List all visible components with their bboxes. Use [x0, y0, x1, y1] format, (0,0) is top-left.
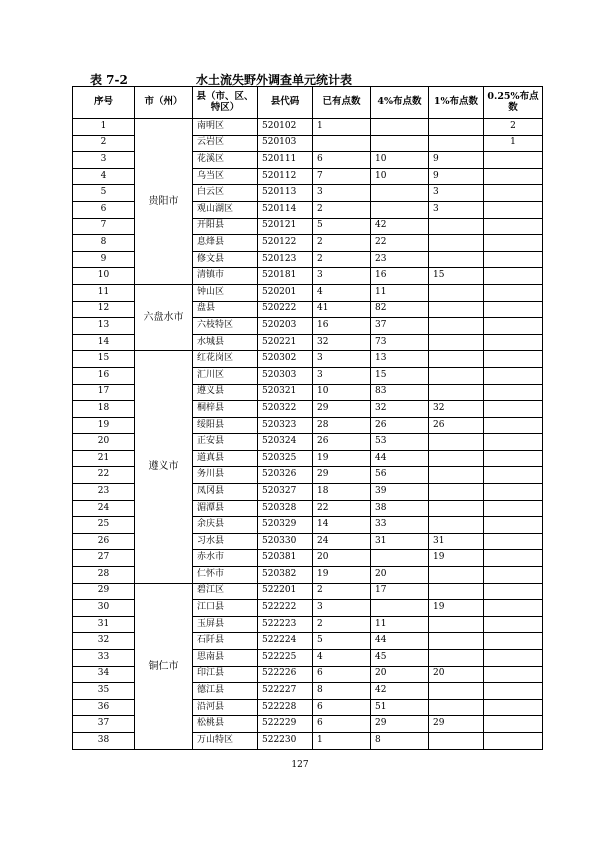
p4-points-cell: 20 [371, 666, 429, 683]
county-cell: 清镇市 [193, 268, 258, 285]
p4-points-cell: 13 [371, 351, 429, 368]
p1-points-cell: 15 [429, 268, 484, 285]
existing-points-cell: 3 [313, 185, 371, 202]
seq-cell: 2 [73, 135, 135, 152]
p025-points-cell [484, 152, 543, 169]
county-cell: 习水县 [193, 533, 258, 550]
header-code: 县代码 [258, 87, 313, 119]
county-cell: 水城县 [193, 334, 258, 351]
code-cell: 522224 [258, 633, 313, 650]
seq-cell: 4 [73, 168, 135, 185]
seq-cell: 24 [73, 500, 135, 517]
code-cell: 520381 [258, 550, 313, 567]
seq-cell: 7 [73, 218, 135, 235]
seq-cell: 1 [73, 119, 135, 136]
county-cell: 湄潭县 [193, 500, 258, 517]
city-cell: 铜仁市 [135, 583, 193, 749]
header-row [73, 87, 543, 119]
county-cell: 余庆县 [193, 517, 258, 534]
p4-points-cell [371, 185, 429, 202]
seq-cell: 25 [73, 517, 135, 534]
existing-points-cell: 28 [313, 417, 371, 434]
p4-points-cell: 56 [371, 467, 429, 484]
seq-cell: 18 [73, 401, 135, 418]
p025-points-cell [484, 650, 543, 667]
existing-points-cell: 5 [313, 218, 371, 235]
city-cell: 贵阳市 [135, 119, 193, 285]
existing-points-cell: 4 [313, 650, 371, 667]
p4-points-cell: 39 [371, 484, 429, 501]
code-cell: 520221 [258, 334, 313, 351]
header-p025: 0.25%布点数 [484, 87, 543, 119]
p1-points-cell [429, 699, 484, 716]
table-row [73, 119, 543, 136]
code-cell: 520222 [258, 301, 313, 318]
seq-cell: 38 [73, 732, 135, 749]
county-cell: 绥阳县 [193, 417, 258, 434]
code-cell: 520328 [258, 500, 313, 517]
p025-points-cell [484, 334, 543, 351]
existing-points-cell: 2 [313, 583, 371, 600]
p1-points-cell: 3 [429, 201, 484, 218]
county-cell: 松桃县 [193, 716, 258, 733]
p4-points-cell: 29 [371, 716, 429, 733]
code-cell: 520113 [258, 185, 313, 202]
seq-cell: 28 [73, 567, 135, 584]
p4-points-cell: 23 [371, 251, 429, 268]
p025-points-cell [484, 484, 543, 501]
p1-points-cell [429, 119, 484, 136]
county-cell: 印江县 [193, 666, 258, 683]
seq-cell: 36 [73, 699, 135, 716]
county-cell: 正安县 [193, 434, 258, 451]
seq-cell: 6 [73, 201, 135, 218]
seq-cell: 20 [73, 434, 135, 451]
p4-points-cell: 20 [371, 567, 429, 584]
existing-points-cell: 3 [313, 600, 371, 617]
existing-points-cell: 18 [313, 484, 371, 501]
p025-points-cell [484, 467, 543, 484]
code-cell: 520201 [258, 284, 313, 301]
existing-points-cell: 29 [313, 401, 371, 418]
p1-points-cell [429, 434, 484, 451]
header-p4: 4%布点数 [371, 87, 429, 119]
county-cell: 南明区 [193, 119, 258, 136]
county-cell: 万山特区 [193, 732, 258, 749]
seq-cell: 21 [73, 450, 135, 467]
p025-points-cell [484, 450, 543, 467]
p1-points-cell [429, 450, 484, 467]
county-cell: 钟山区 [193, 284, 258, 301]
existing-points-cell: 6 [313, 666, 371, 683]
p1-points-cell: 32 [429, 401, 484, 418]
p1-points-cell [429, 135, 484, 152]
code-cell: 520327 [258, 484, 313, 501]
code-cell: 520114 [258, 201, 313, 218]
existing-points-cell: 26 [313, 434, 371, 451]
county-cell: 修文县 [193, 251, 258, 268]
p1-points-cell [429, 351, 484, 368]
p1-points-cell [429, 732, 484, 749]
table-row [73, 351, 543, 368]
p1-points-cell [429, 633, 484, 650]
table-body [73, 119, 543, 750]
table-number: 表 7-2 [90, 73, 128, 87]
county-cell: 云岩区 [193, 135, 258, 152]
seq-cell: 30 [73, 600, 135, 617]
p1-points-cell [429, 467, 484, 484]
code-cell: 520122 [258, 235, 313, 252]
p025-points-cell: 2 [484, 119, 543, 136]
p4-points-cell: 17 [371, 583, 429, 600]
existing-points-cell: 24 [313, 533, 371, 550]
code-cell: 522226 [258, 666, 313, 683]
code-cell: 520102 [258, 119, 313, 136]
county-cell: 碧江区 [193, 583, 258, 600]
p1-points-cell [429, 583, 484, 600]
seq-cell: 10 [73, 268, 135, 285]
seq-cell: 16 [73, 367, 135, 384]
county-cell: 开阳县 [193, 218, 258, 235]
seq-cell: 3 [73, 152, 135, 169]
p025-points-cell [484, 268, 543, 285]
p1-points-cell [429, 235, 484, 252]
code-cell: 520330 [258, 533, 313, 550]
existing-points-cell: 2 [313, 251, 371, 268]
county-cell: 盘县 [193, 301, 258, 318]
county-cell: 仁怀市 [193, 567, 258, 584]
p1-points-cell: 31 [429, 533, 484, 550]
p4-points-cell: 33 [371, 517, 429, 534]
p1-points-cell: 3 [429, 185, 484, 202]
header-county: 县（市、区、特区） [193, 87, 258, 119]
code-cell: 522223 [258, 616, 313, 633]
county-cell: 沿河县 [193, 699, 258, 716]
p025-points-cell [484, 683, 543, 700]
existing-points-cell: 1 [313, 732, 371, 749]
county-cell: 思南县 [193, 650, 258, 667]
code-cell: 520112 [258, 168, 313, 185]
p025-points-cell [484, 616, 543, 633]
p4-points-cell: 73 [371, 334, 429, 351]
p4-points-cell: 32 [371, 401, 429, 418]
code-cell: 520302 [258, 351, 313, 368]
p1-points-cell [429, 616, 484, 633]
table-row [73, 284, 543, 301]
code-cell: 520329 [258, 517, 313, 534]
header-city: 市（州） [135, 87, 193, 119]
city-cell: 遵义市 [135, 351, 193, 583]
seq-cell: 37 [73, 716, 135, 733]
p025-points-cell [484, 284, 543, 301]
p025-points-cell [484, 567, 543, 584]
county-cell: 遵义县 [193, 384, 258, 401]
p4-points-cell: 38 [371, 500, 429, 517]
county-cell: 赤水市 [193, 550, 258, 567]
seq-cell: 14 [73, 334, 135, 351]
seq-cell: 12 [73, 301, 135, 318]
code-cell: 520203 [258, 318, 313, 335]
existing-points-cell: 19 [313, 450, 371, 467]
existing-points-cell: 2 [313, 616, 371, 633]
p1-points-cell [429, 567, 484, 584]
seq-cell: 22 [73, 467, 135, 484]
table-row [73, 583, 543, 600]
p4-points-cell: 10 [371, 152, 429, 169]
seq-cell: 13 [73, 318, 135, 335]
header-p1: 1%布点数 [429, 87, 484, 119]
p025-points-cell [484, 600, 543, 617]
p4-points-cell [371, 600, 429, 617]
p025-points-cell [484, 401, 543, 418]
code-cell: 520323 [258, 417, 313, 434]
p1-points-cell [429, 517, 484, 534]
county-cell: 凤冈县 [193, 484, 258, 501]
p025-points-cell [484, 732, 543, 749]
county-cell: 观山湖区 [193, 201, 258, 218]
p025-points-cell [484, 533, 543, 550]
existing-points-cell: 6 [313, 152, 371, 169]
code-cell: 522225 [258, 650, 313, 667]
p025-points-cell [484, 301, 543, 318]
existing-points-cell: 3 [313, 351, 371, 368]
seq-cell: 17 [73, 384, 135, 401]
p4-points-cell [371, 119, 429, 136]
county-cell: 务川县 [193, 467, 258, 484]
county-cell: 玉屏县 [193, 616, 258, 633]
header-seq: 序号 [73, 87, 135, 119]
p025-points-cell [484, 185, 543, 202]
code-cell: 520121 [258, 218, 313, 235]
p4-points-cell: 31 [371, 533, 429, 550]
p4-points-cell: 83 [371, 384, 429, 401]
p1-points-cell [429, 318, 484, 335]
p1-points-cell [429, 683, 484, 700]
seq-cell: 29 [73, 583, 135, 600]
existing-points-cell: 20 [313, 550, 371, 567]
p4-points-cell: 10 [371, 168, 429, 185]
code-cell: 520322 [258, 401, 313, 418]
code-cell: 520326 [258, 467, 313, 484]
p4-points-cell: 53 [371, 434, 429, 451]
existing-points-cell: 41 [313, 301, 371, 318]
county-cell: 道真县 [193, 450, 258, 467]
code-cell: 520321 [258, 384, 313, 401]
county-cell: 六枝特区 [193, 318, 258, 335]
existing-points-cell: 1 [313, 119, 371, 136]
p025-points-cell [484, 500, 543, 517]
p4-points-cell: 82 [371, 301, 429, 318]
p025-points-cell [484, 699, 543, 716]
p4-points-cell: 37 [371, 318, 429, 335]
code-cell: 522201 [258, 583, 313, 600]
seq-cell: 9 [73, 251, 135, 268]
p4-points-cell: 44 [371, 633, 429, 650]
seq-cell: 34 [73, 666, 135, 683]
code-cell: 520123 [258, 251, 313, 268]
seq-cell: 26 [73, 533, 135, 550]
county-cell: 红花岗区 [193, 351, 258, 368]
p025-points-cell [484, 318, 543, 335]
existing-points-cell [313, 135, 371, 152]
header-existing: 已有点数 [313, 87, 371, 119]
page-number: 127 [291, 760, 309, 770]
existing-points-cell: 8 [313, 683, 371, 700]
p025-points-cell [484, 583, 543, 600]
p4-points-cell: 15 [371, 367, 429, 384]
table-caption [72, 68, 542, 86]
p4-points-cell: 26 [371, 417, 429, 434]
seq-cell: 19 [73, 417, 135, 434]
seq-cell: 11 [73, 284, 135, 301]
seq-cell: 8 [73, 235, 135, 252]
p1-points-cell [429, 284, 484, 301]
code-cell: 520103 [258, 135, 313, 152]
existing-points-cell: 32 [313, 334, 371, 351]
p4-points-cell: 45 [371, 650, 429, 667]
county-cell: 江口县 [193, 600, 258, 617]
seq-cell: 23 [73, 484, 135, 501]
p025-points-cell [484, 168, 543, 185]
county-cell: 石阡县 [193, 633, 258, 650]
code-cell: 520181 [258, 268, 313, 285]
seq-cell: 5 [73, 185, 135, 202]
p025-points-cell [484, 417, 543, 434]
p4-points-cell: 16 [371, 268, 429, 285]
existing-points-cell: 5 [313, 633, 371, 650]
p1-points-cell: 19 [429, 600, 484, 617]
p1-points-cell: 9 [429, 152, 484, 169]
p1-points-cell [429, 650, 484, 667]
code-cell: 522230 [258, 732, 313, 749]
existing-points-cell: 14 [313, 517, 371, 534]
p1-points-cell [429, 367, 484, 384]
p4-points-cell [371, 201, 429, 218]
p025-points-cell [484, 251, 543, 268]
p4-points-cell [371, 135, 429, 152]
existing-points-cell: 6 [313, 716, 371, 733]
p4-points-cell: 42 [371, 218, 429, 235]
existing-points-cell: 22 [313, 500, 371, 517]
statistics-table [72, 86, 543, 750]
existing-points-cell: 4 [313, 284, 371, 301]
existing-points-cell: 16 [313, 318, 371, 335]
code-cell: 520382 [258, 567, 313, 584]
county-cell: 乌当区 [193, 168, 258, 185]
county-cell: 息烽县 [193, 235, 258, 252]
seq-cell: 31 [73, 616, 135, 633]
p025-points-cell [484, 384, 543, 401]
table-title: 水土流失野外调查单元统计表 [196, 73, 353, 87]
p1-points-cell [429, 301, 484, 318]
p4-points-cell: 42 [371, 683, 429, 700]
p025-points-cell [484, 550, 543, 567]
existing-points-cell: 3 [313, 367, 371, 384]
p025-points-cell [484, 666, 543, 683]
p025-points-cell [484, 218, 543, 235]
p4-points-cell: 11 [371, 284, 429, 301]
p1-points-cell: 26 [429, 417, 484, 434]
p025-points-cell: 1 [484, 135, 543, 152]
county-cell: 白云区 [193, 185, 258, 202]
code-cell: 520111 [258, 152, 313, 169]
code-cell: 522227 [258, 683, 313, 700]
existing-points-cell: 2 [313, 201, 371, 218]
existing-points-cell: 7 [313, 168, 371, 185]
existing-points-cell: 19 [313, 567, 371, 584]
existing-points-cell: 3 [313, 268, 371, 285]
county-cell: 德江县 [193, 683, 258, 700]
code-cell: 520325 [258, 450, 313, 467]
county-cell: 花溪区 [193, 152, 258, 169]
p1-points-cell [429, 218, 484, 235]
p025-points-cell [484, 351, 543, 368]
existing-points-cell: 29 [313, 467, 371, 484]
p025-points-cell [484, 716, 543, 733]
county-cell: 汇川区 [193, 367, 258, 384]
code-cell: 522229 [258, 716, 313, 733]
p025-points-cell [484, 434, 543, 451]
p1-points-cell [429, 384, 484, 401]
city-cell: 六盘水市 [135, 284, 193, 350]
seq-cell: 33 [73, 650, 135, 667]
p1-points-cell: 19 [429, 550, 484, 567]
p4-points-cell: 11 [371, 616, 429, 633]
p1-points-cell [429, 484, 484, 501]
existing-points-cell: 10 [313, 384, 371, 401]
p4-points-cell: 44 [371, 450, 429, 467]
p025-points-cell [484, 517, 543, 534]
p1-points-cell [429, 500, 484, 517]
p025-points-cell [484, 201, 543, 218]
existing-points-cell: 2 [313, 235, 371, 252]
p1-points-cell: 20 [429, 666, 484, 683]
existing-points-cell: 6 [313, 699, 371, 716]
p025-points-cell [484, 235, 543, 252]
p4-points-cell: 22 [371, 235, 429, 252]
seq-cell: 15 [73, 351, 135, 368]
p025-points-cell [484, 633, 543, 650]
code-cell: 520324 [258, 434, 313, 451]
code-cell: 522222 [258, 600, 313, 617]
seq-cell: 27 [73, 550, 135, 567]
p4-points-cell [371, 550, 429, 567]
county-cell: 桐梓县 [193, 401, 258, 418]
seq-cell: 35 [73, 683, 135, 700]
p1-points-cell: 9 [429, 168, 484, 185]
p4-points-cell: 8 [371, 732, 429, 749]
p1-points-cell [429, 251, 484, 268]
code-cell: 522228 [258, 699, 313, 716]
p025-points-cell [484, 367, 543, 384]
p4-points-cell: 51 [371, 699, 429, 716]
p1-points-cell [429, 334, 484, 351]
code-cell: 520303 [258, 367, 313, 384]
p1-points-cell: 29 [429, 716, 484, 733]
seq-cell: 32 [73, 633, 135, 650]
